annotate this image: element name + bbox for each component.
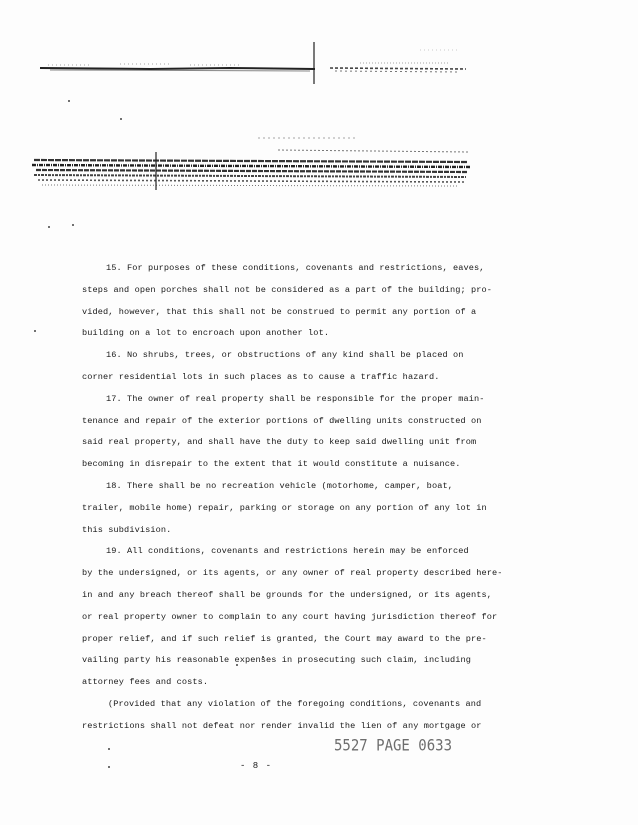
scan-speck — [108, 748, 110, 750]
text-line: 18. There shall be no recreation vehicle (motorhome, camper, boat, — [106, 480, 453, 491]
text-line: or real property owner to complain to any court having jurisdiction thereof for — [82, 611, 498, 622]
text-line: tenance and repair of the exterior portions of dwelling units constructed on — [82, 415, 482, 426]
paragraph-17 — [82, 389, 485, 476]
paragraph-18 — [82, 476, 487, 541]
text-line: by the undersigned, or its agents, or any owner of real property described here- — [82, 568, 503, 579]
text-line: trailer, mobile home) repair, parking or storage on any portion of any lot in — [82, 502, 487, 513]
text-line: 17. The owner of real property shall be responsible for the proper main- — [106, 393, 485, 404]
text-line: 16. No shrubs, trees, or obstructions of any kind shall be placed on — [106, 350, 464, 361]
text-line: becoming in disrepair to the extent that it would constitute a nuisance. — [82, 459, 461, 470]
scan-speck — [48, 226, 50, 228]
text-line: this subdivision. — [82, 524, 172, 535]
scan-speck — [108, 766, 110, 768]
paragraph-16 — [82, 345, 464, 389]
text-line: vailing party his reasonable expenses in prosecuting such claim, including — [82, 655, 472, 666]
text-line: said real property, and shall have the duty to keep said dwelling unit from — [82, 437, 477, 448]
text-line: (Provided that any violation of the foregoing conditions, covenants and — [108, 698, 482, 709]
paragraph-15 — [82, 258, 493, 345]
text-line: 15. For purposes of these conditions, covenants and restrictions, eaves, — [106, 263, 485, 273]
text-line: steps and open porches shall not be considered as a part of the building; pro- — [82, 284, 493, 295]
redaction-smudge-middle — [28, 132, 478, 202]
scan-speck — [120, 118, 122, 120]
text-line: restrictions shall not defeat nor render invalid the lien of any mortgage or — [82, 720, 482, 731]
paragraph-19 — [82, 541, 503, 694]
text-line: 19. All conditions, covenants and restrictions herein may be enforced — [106, 546, 469, 557]
document-body — [82, 258, 503, 738]
scan-speck — [72, 224, 74, 226]
text-line: building on a lot to encroach upon another lot. — [82, 328, 330, 339]
recording-stamp: 5527 PAGE 0633 — [334, 736, 453, 756]
page-number: - 8 - — [240, 761, 273, 771]
text-line: in and any breach thereof shall be grounds for the undersigned, or its agents, — [82, 589, 493, 600]
text-line: vided, however, that this shall not be construed to permit any portion of a — [82, 306, 477, 317]
text-line: attorney fees and costs. — [82, 677, 209, 688]
text-line: proper relief, and if such relief is granted, the Court may award to the pre- — [82, 633, 487, 644]
paragraph-proviso — [82, 694, 482, 738]
text-line: corner residential lots in such places as to cause a traffic hazard. — [82, 371, 440, 382]
scan-speck — [34, 330, 36, 332]
redaction-smudge-top — [30, 38, 470, 88]
scan-speck — [68, 100, 70, 102]
